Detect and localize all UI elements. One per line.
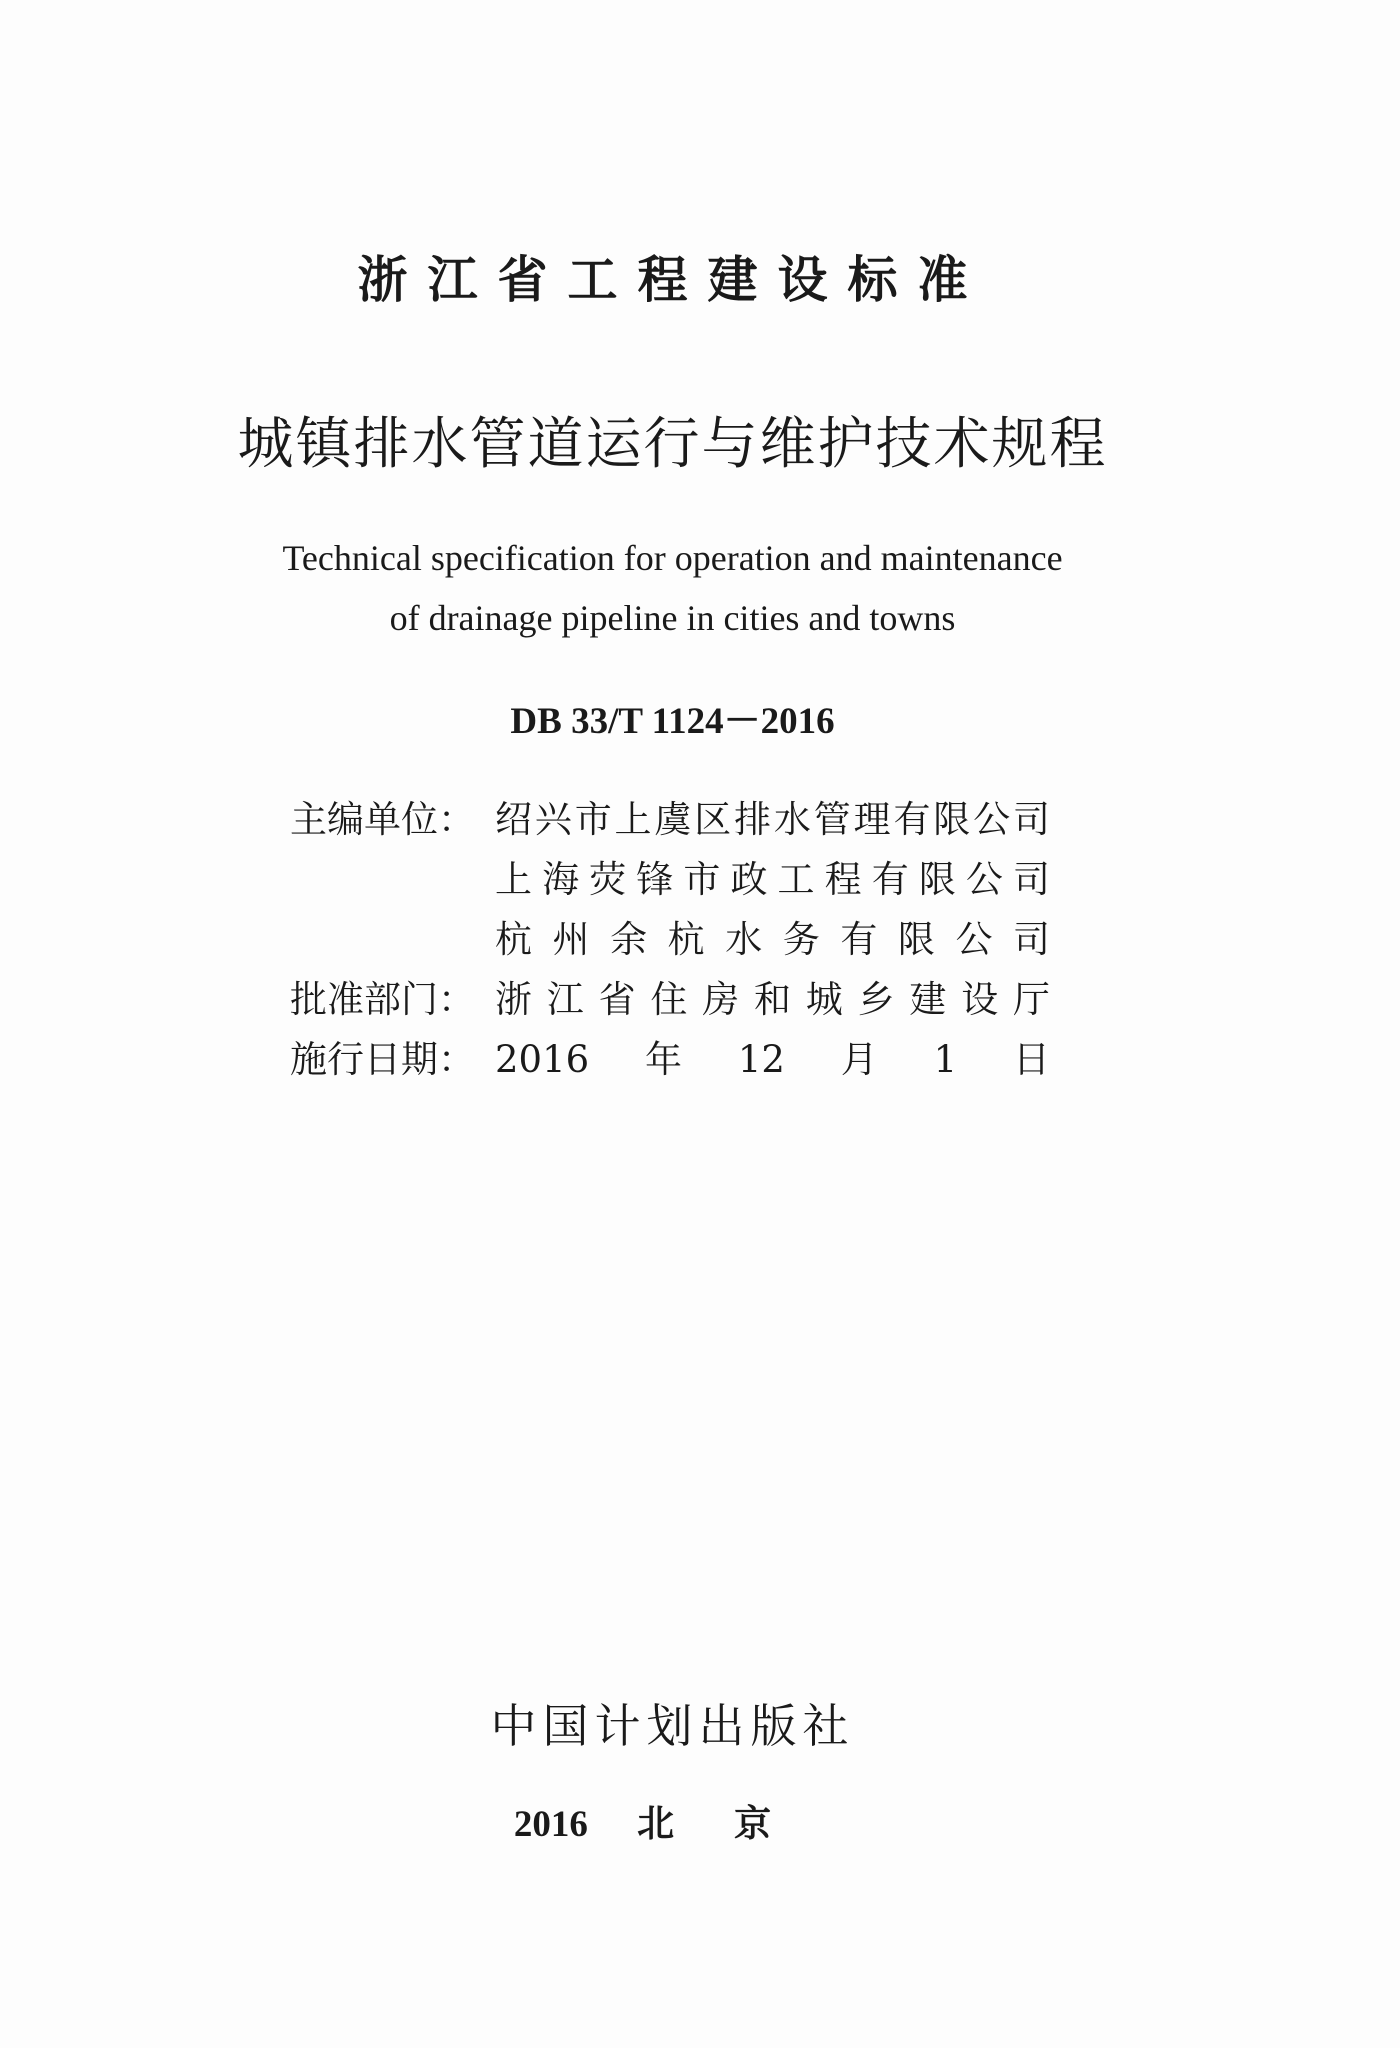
editor-label: 主编单位：	[290, 798, 475, 841]
info-row-editor	[290, 790, 1050, 850]
english-title-line-1: Technical specification for operation and maintenance	[282, 538, 1063, 578]
info-row-approval	[290, 970, 1050, 1030]
info-row-date	[290, 1030, 1050, 1090]
main-title: 城镇排水管道运行与维护技术规程	[237, 412, 1108, 477]
publisher: 中国计划出版社	[490, 1699, 855, 1753]
date-value: 2016年12月1日	[495, 1038, 1050, 1081]
editor-unit-3: 杭州余杭水务有限公司	[495, 918, 1050, 961]
series-title: 浙江省工程建设标准	[357, 251, 988, 309]
publish-year: 2016	[513, 1804, 588, 1845]
english-title	[0, 528, 1345, 648]
standard-number: DB 33/T 1124－2016	[510, 701, 835, 742]
editor-unit-1: 绍兴市上虞区排水管理有限公司	[495, 798, 1050, 841]
date-label: 施行日期：	[290, 1038, 475, 1081]
publish-city: 北京	[637, 1802, 832, 1845]
info-block	[290, 790, 1050, 1090]
editor-unit-2: 上海荧锋市政工程有限公司	[495, 858, 1050, 901]
approval-label: 批准部门：	[290, 978, 475, 1021]
info-row-editor-3	[290, 910, 1050, 970]
info-label-spacer	[290, 910, 495, 970]
info-label-spacer	[290, 850, 495, 910]
english-title-line-2: of drainage pipeline in cities and towns	[389, 598, 956, 638]
publish-place	[0, 1793, 1345, 1847]
info-row-editor-2	[290, 850, 1050, 910]
approval-value: 浙江省住房和城乡建设厅	[495, 978, 1050, 1021]
